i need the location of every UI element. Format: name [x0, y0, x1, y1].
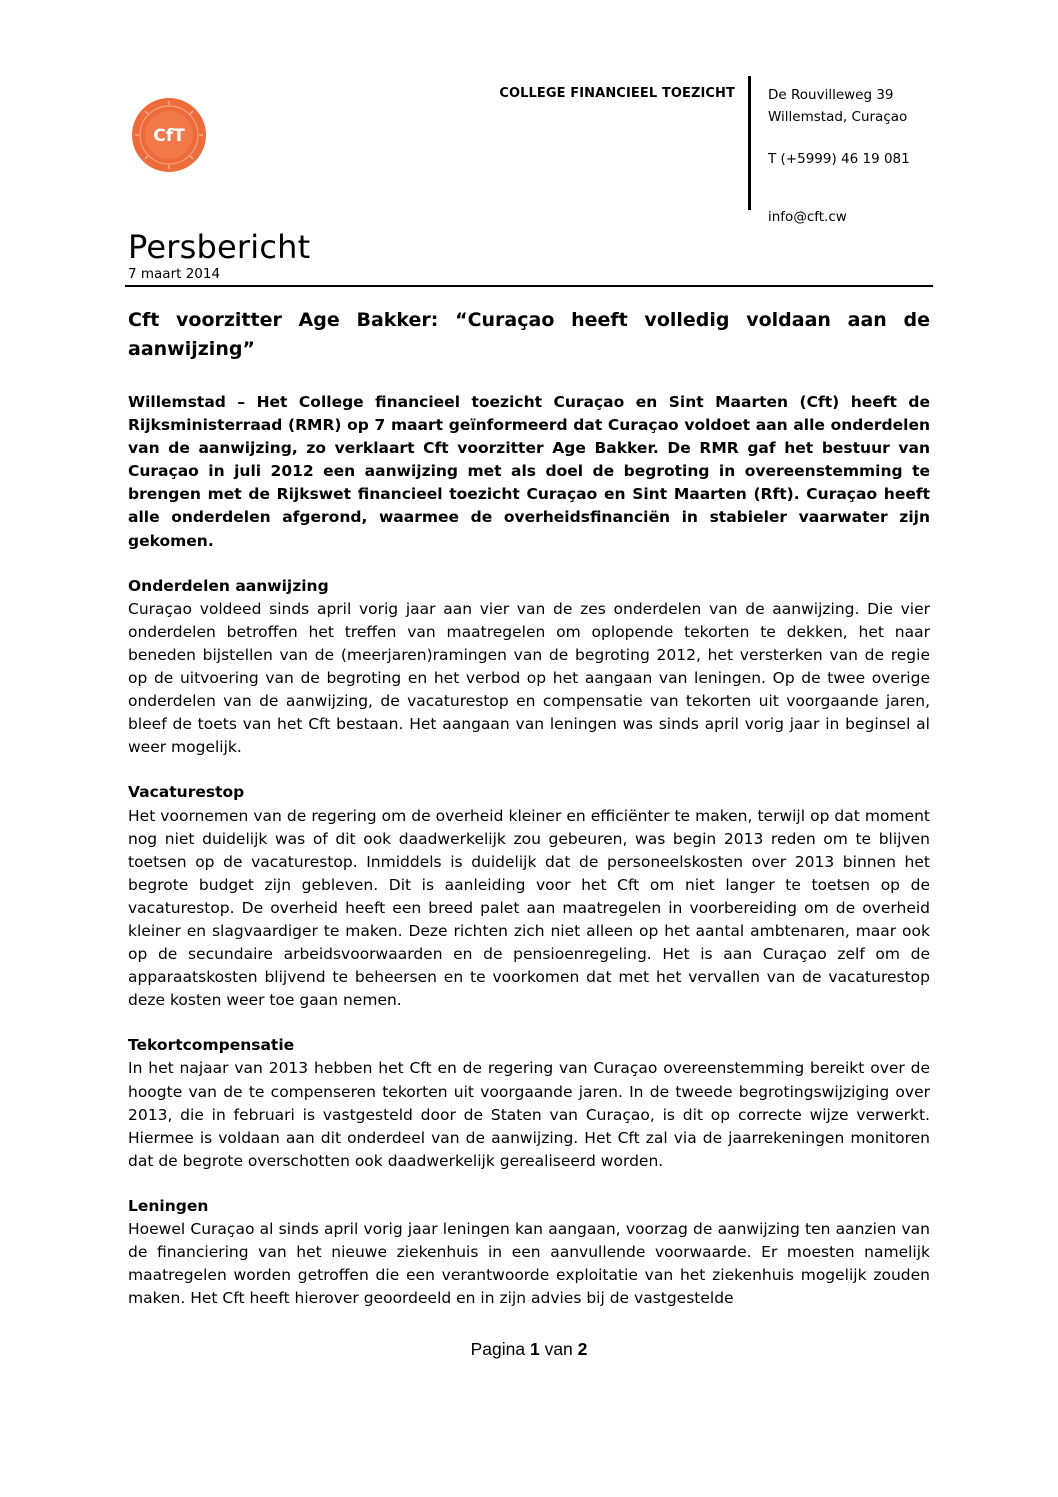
total-pages-number: 2 — [577, 1339, 588, 1359]
current-page-number: 1 — [529, 1339, 540, 1359]
svg-text:CfT: CfT — [153, 126, 185, 146]
section-paragraph: Curaçao voldeed sinds april vorig jaar aan vier van de zes onderdelen van de aanwijzing. Die vier onderdelen betroffen het treffen van maatregelen om oplopende tekorten te dekken, het naar beneden bijstellen van de (meerjaren)ramingen van de begroting 2012, het versterken van de regie op de uitvoering van de begroting en het verbod op het aangaan van leningen. Op de twee overige onderdelen van de aanwijzing, de vacaturestop en compensatie van tekorten uit voorgaande jaren, bleef de toets van het Cft bestaan. Het aangaan van leningen was sinds april vorig jaar in beginsel al weer mogelijk. — [128, 599, 930, 757]
address-city: Willemstad, Curaçao — [768, 109, 908, 125]
section-tekortcompensatie — [128, 1034, 930, 1173]
section-heading: Onderdelen aanwijzing — [128, 576, 329, 595]
section-paragraph: Het voornemen van de regering om de overheid kleiner en efficiënter te maken, terwijl op dat moment nog niet duidelijk was of dit ook daadwerkelijk zou gebeuren, was begin 2013 reden om te blijven toetsen op de vacaturestop. Inmiddels is duidelijk dat de personeelskosten over 2013 binnen het begrote budget zijn gebleven. Dit is aanleiding voor het Cft om niet langer te toetsen op de vacaturestop. De overheid heeft een breed palet aan maatregelen in voorbereiding om de overheid kleiner en slagvaardiger te maken. Deze richten zich niet alleen op het aantal ambtenaren, maar ook op de secundaire arbeidsvoorwaarden en de pensioenregeling. Het is aan Curaçao zelf om de apparaatskosten blijvend te beheersen en te voorkomen dat met het vervallen van de vacaturestop deze kosten weer toe gaan nemen. — [128, 806, 930, 1010]
cft-logo — [131, 97, 207, 173]
section-heading: Tekortcompensatie — [128, 1036, 295, 1055]
document-type-title: Persbericht — [128, 228, 311, 266]
address-street: De Rouvilleweg 39 — [768, 87, 894, 103]
section-onderdelen — [128, 575, 930, 760]
title-rule — [125, 285, 933, 287]
page-footer — [0, 1339, 1058, 1360]
section-leningen — [128, 1195, 930, 1310]
document-date: 7 maart 2014 — [128, 266, 221, 282]
section-heading: Leningen — [128, 1196, 209, 1215]
page-of-label: van — [544, 1339, 573, 1359]
lead-paragraph: Willemstad – Het College financieel toezicht Curaçao en Sint Maarten (Cft) heeft de Rijksministerraad (RMR) op 7 maart geïnformeerd dat Curaçao voldoet aan alle onderdelen van de aanwijzing, zo verklaart Cft voorzitter Age Bakker. De RMR gaf het bestuur van Curaçao in juli 2012 een aanwijzing met als doel de begroting in overeenstemming te brengen met de Rijkswet financieel toezicht Curaçao en Sint Maarten (Rft). Curaçao heeft alle onderdelen afgerond, waarmee de overheidsfinanciën in stabieler vaarwater zijn gekomen. — [128, 393, 930, 550]
section-vacaturestop — [128, 781, 930, 1012]
section-paragraph: Hoewel Curaçao al sinds april vorig jaar leningen kan aangaan, voorzag de aanwijzing ten aanzien van de financiering van het nieuwe ziekenhuis in een aanvullende voorwaarde. Er moesten namelijk maatregelen worden getroffen die een verantwoorde exploitatie van het ziekenhuis mogelijk zouden maken. Het Cft heeft hierover geoordeeld en in zijn advies bij de vastgestelde — [128, 1220, 930, 1308]
press-release-body — [128, 391, 930, 1310]
organization-name: COLLEGE FINANCIEEL TOEZICHT — [499, 86, 735, 101]
header-divider — [748, 76, 751, 210]
contact-block — [768, 84, 910, 228]
email-address: info@cft.cw — [768, 209, 847, 225]
phone-number: T (+5999) 46 19 081 — [768, 151, 910, 167]
press-headline: Cft voorzitter Age Bakker: “Curaçao heeft volledig voldaan aan de aanwijzing” — [128, 309, 930, 360]
page-label: Pagina — [470, 1339, 526, 1359]
section-heading: Vacaturestop — [128, 783, 245, 802]
section-paragraph: In het najaar van 2013 hebben het Cft en de regering van Curaçao overeenstemming bereikt over de hoogte van de te compenseren tekorten uit voorgaande jaren. In de tweede begrotingswijziging over 2013, die in februari is vastgesteld door de Staten van Curaçao, is dit op correcte wijze verwerkt. Hiermee is voldaan aan dit onderdeel van de aanwijzing. Het Cft zal via de jaarrekeningen monitoren dat de begrote overschotten ook daadwerkelijk gerealiseerd worden. — [128, 1059, 930, 1170]
